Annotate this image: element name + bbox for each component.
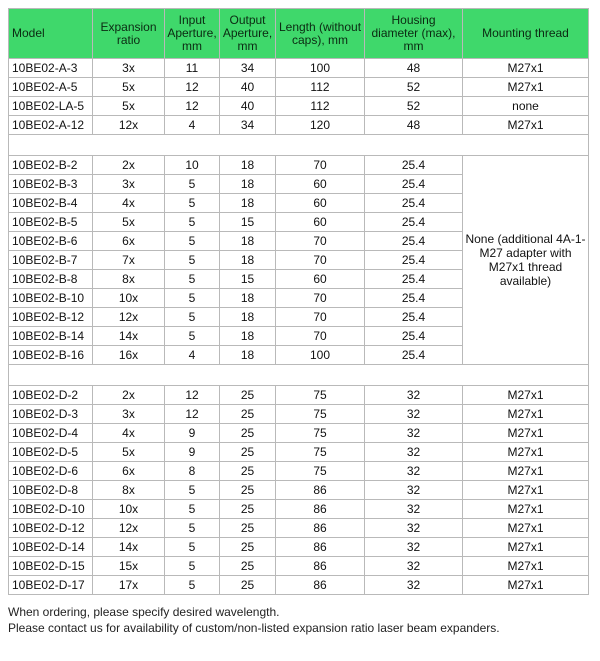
cell-model: 10BE02-D-12 [9,519,93,538]
cell-housing: 48 [365,59,463,78]
beam-expander-spec-table [8,8,589,595]
cell-thread: M27x1 [463,443,589,462]
cell-output: 25 [220,424,276,443]
cell-housing: 25.4 [365,156,463,175]
cell-length: 112 [276,97,365,116]
cell-housing: 32 [365,481,463,500]
cell-output: 18 [220,289,276,308]
group-separator [9,135,589,156]
cell-output: 18 [220,175,276,194]
cell-input: 5 [165,232,220,251]
cell-housing: 25.4 [365,213,463,232]
cell-ratio: 5x [93,78,165,97]
table-row [9,405,589,424]
cell-output: 34 [220,59,276,78]
cell-input: 5 [165,519,220,538]
cell-output: 25 [220,557,276,576]
cell-length: 86 [276,576,365,595]
cell-housing: 32 [365,405,463,424]
cell-model: 10BE02-B-10 [9,289,93,308]
cell-output: 25 [220,386,276,405]
cell-ratio: 8x [93,270,165,289]
header-mounting-thread: Mounting thread [463,9,589,59]
cell-input: 8 [165,462,220,481]
table-row [9,557,589,576]
cell-housing: 25.4 [365,194,463,213]
cell-length: 70 [276,327,365,346]
table-header [9,9,589,59]
cell-thread: M27x1 [463,576,589,595]
cell-output: 18 [220,327,276,346]
cell-input: 10 [165,156,220,175]
cell-output: 25 [220,576,276,595]
cell-input: 5 [165,251,220,270]
cell-output: 34 [220,116,276,135]
cell-ratio: 8x [93,481,165,500]
cell-output: 40 [220,97,276,116]
cell-thread: M27x1 [463,386,589,405]
cell-input: 12 [165,405,220,424]
cell-housing: 32 [365,576,463,595]
cell-length: 86 [276,538,365,557]
cell-thread: M27x1 [463,538,589,557]
table-body [9,59,589,595]
header-expansion-ratio: Expansion ratio [93,9,165,59]
cell-housing: 32 [365,462,463,481]
cell-input: 5 [165,327,220,346]
cell-ratio: 15x [93,557,165,576]
cell-length: 75 [276,424,365,443]
cell-length: 120 [276,116,365,135]
cell-ratio: 3x [93,59,165,78]
cell-model: 10BE02-A-5 [9,78,93,97]
table-row [9,519,589,538]
cell-length: 86 [276,500,365,519]
cell-thread-merged: None (additional 4A-1-M27 adapter with M27x1 thread available) [463,156,589,365]
note-wavelength: When ordering, please specify desired wavelength. [8,605,280,619]
cell-housing: 32 [365,557,463,576]
cell-output: 18 [220,194,276,213]
cell-ratio: 10x [93,500,165,519]
cell-length: 70 [276,156,365,175]
cell-thread: M27x1 [463,481,589,500]
cell-model: 10BE02-D-14 [9,538,93,557]
cell-ratio: 12x [93,519,165,538]
cell-ratio: 14x [93,538,165,557]
cell-input: 5 [165,289,220,308]
cell-ratio: 4x [93,424,165,443]
cell-length: 70 [276,289,365,308]
table-row [9,538,589,557]
cell-output: 25 [220,500,276,519]
table-row [9,500,589,519]
cell-input: 5 [165,194,220,213]
cell-model: 10BE02-B-3 [9,175,93,194]
separator-cell [9,135,589,156]
cell-model: 10BE02-D-3 [9,405,93,424]
cell-model: 10BE02-B-5 [9,213,93,232]
cell-model: 10BE02-D-17 [9,576,93,595]
cell-ratio: 4x [93,194,165,213]
cell-output: 25 [220,481,276,500]
cell-ratio: 2x [93,156,165,175]
cell-model: 10BE02-D-6 [9,462,93,481]
header-length: Length (without caps), mm [276,9,365,59]
cell-housing: 32 [365,538,463,557]
cell-housing: 32 [365,386,463,405]
separator-cell [9,365,589,386]
table-row [9,97,589,116]
cell-housing: 32 [365,424,463,443]
cell-thread: M27x1 [463,557,589,576]
cell-input: 11 [165,59,220,78]
cell-length: 100 [276,59,365,78]
cell-thread: none [463,97,589,116]
cell-model: 10BE02-A-3 [9,59,93,78]
cell-thread: M27x1 [463,78,589,97]
cell-ratio: 6x [93,232,165,251]
cell-model: 10BE02-D-5 [9,443,93,462]
cell-model: 10BE02-D-4 [9,424,93,443]
cell-input: 5 [165,308,220,327]
table-row [9,576,589,595]
table-row [9,78,589,97]
cell-model: 10BE02-B-7 [9,251,93,270]
cell-length: 86 [276,481,365,500]
cell-length: 70 [276,232,365,251]
cell-output: 40 [220,78,276,97]
cell-model: 10BE02-D-2 [9,386,93,405]
cell-length: 75 [276,405,365,424]
cell-thread: M27x1 [463,405,589,424]
cell-model: 10BE02-D-15 [9,557,93,576]
cell-model: 10BE02-B-4 [9,194,93,213]
note-custom: Please contact us for availability of custom/non-listed expansion ratio laser beam expanders. [8,621,500,635]
cell-input: 5 [165,500,220,519]
cell-model: 10BE02-B-6 [9,232,93,251]
cell-output: 25 [220,462,276,481]
cell-ratio: 3x [93,175,165,194]
cell-length: 75 [276,443,365,462]
table-row [9,156,589,175]
header-housing-diameter: Housing diameter (max), mm [365,9,463,59]
cell-housing: 25.4 [365,308,463,327]
cell-model: 10BE02-B-2 [9,156,93,175]
cell-input: 9 [165,443,220,462]
cell-ratio: 2x [93,386,165,405]
cell-length: 86 [276,557,365,576]
table-row [9,424,589,443]
cell-model: 10BE02-D-10 [9,500,93,519]
cell-thread: M27x1 [463,424,589,443]
cell-output: 25 [220,405,276,424]
cell-model: 10BE02-B-8 [9,270,93,289]
cell-length: 100 [276,346,365,365]
cell-housing: 32 [365,443,463,462]
cell-output: 18 [220,156,276,175]
cell-length: 60 [276,213,365,232]
cell-housing: 25.4 [365,346,463,365]
cell-output: 18 [220,346,276,365]
cell-length: 75 [276,462,365,481]
cell-output: 25 [220,538,276,557]
cell-input: 5 [165,576,220,595]
cell-input: 12 [165,78,220,97]
cell-length: 86 [276,519,365,538]
spec-page [8,8,588,636]
cell-input: 5 [165,175,220,194]
cell-input: 12 [165,97,220,116]
cell-housing: 25.4 [365,251,463,270]
table-row [9,462,589,481]
cell-output: 25 [220,519,276,538]
table-row [9,386,589,405]
cell-ratio: 12x [93,308,165,327]
cell-ratio: 5x [93,443,165,462]
cell-model: 10BE02-D-8 [9,481,93,500]
table-row [9,443,589,462]
cell-ratio: 5x [93,213,165,232]
cell-model: 10BE02-LA-5 [9,97,93,116]
cell-thread: M27x1 [463,500,589,519]
cell-housing: 25.4 [365,232,463,251]
cell-length: 60 [276,194,365,213]
cell-length: 70 [276,251,365,270]
cell-thread: M27x1 [463,59,589,78]
cell-input: 12 [165,386,220,405]
cell-output: 25 [220,443,276,462]
cell-ratio: 10x [93,289,165,308]
cell-input: 5 [165,538,220,557]
cell-output: 18 [220,251,276,270]
cell-length: 112 [276,78,365,97]
cell-housing: 32 [365,519,463,538]
table-row [9,481,589,500]
cell-ratio: 3x [93,405,165,424]
cell-thread: M27x1 [463,519,589,538]
table-row [9,59,589,78]
cell-input: 5 [165,213,220,232]
cell-housing: 48 [365,116,463,135]
cell-ratio: 7x [93,251,165,270]
cell-model: 10BE02-A-12 [9,116,93,135]
cell-output: 15 [220,213,276,232]
cell-housing: 52 [365,78,463,97]
cell-output: 18 [220,232,276,251]
cell-model: 10BE02-B-12 [9,308,93,327]
notes [8,604,588,636]
cell-length: 60 [276,175,365,194]
cell-housing: 25.4 [365,327,463,346]
cell-housing: 25.4 [365,175,463,194]
cell-length: 75 [276,386,365,405]
cell-ratio: 5x [93,97,165,116]
cell-housing: 32 [365,500,463,519]
cell-length: 60 [276,270,365,289]
cell-housing: 52 [365,97,463,116]
cell-housing: 25.4 [365,289,463,308]
cell-model: 10BE02-B-14 [9,327,93,346]
cell-thread: M27x1 [463,462,589,481]
group-separator [9,365,589,386]
table-row [9,116,589,135]
cell-model: 10BE02-B-16 [9,346,93,365]
cell-ratio: 16x [93,346,165,365]
cell-input: 5 [165,557,220,576]
cell-input: 9 [165,424,220,443]
cell-ratio: 14x [93,327,165,346]
cell-length: 70 [276,308,365,327]
cell-input: 5 [165,270,220,289]
cell-output: 18 [220,308,276,327]
header-input-aperture: Input Aperture, mm [165,9,220,59]
cell-input: 4 [165,116,220,135]
cell-housing: 25.4 [365,270,463,289]
header-model: Model [9,9,93,59]
cell-input: 5 [165,481,220,500]
cell-ratio: 6x [93,462,165,481]
cell-input: 4 [165,346,220,365]
cell-ratio: 12x [93,116,165,135]
cell-ratio: 17x [93,576,165,595]
header-output-aperture: Output Aperture, mm [220,9,276,59]
cell-thread: M27x1 [463,116,589,135]
cell-output: 15 [220,270,276,289]
